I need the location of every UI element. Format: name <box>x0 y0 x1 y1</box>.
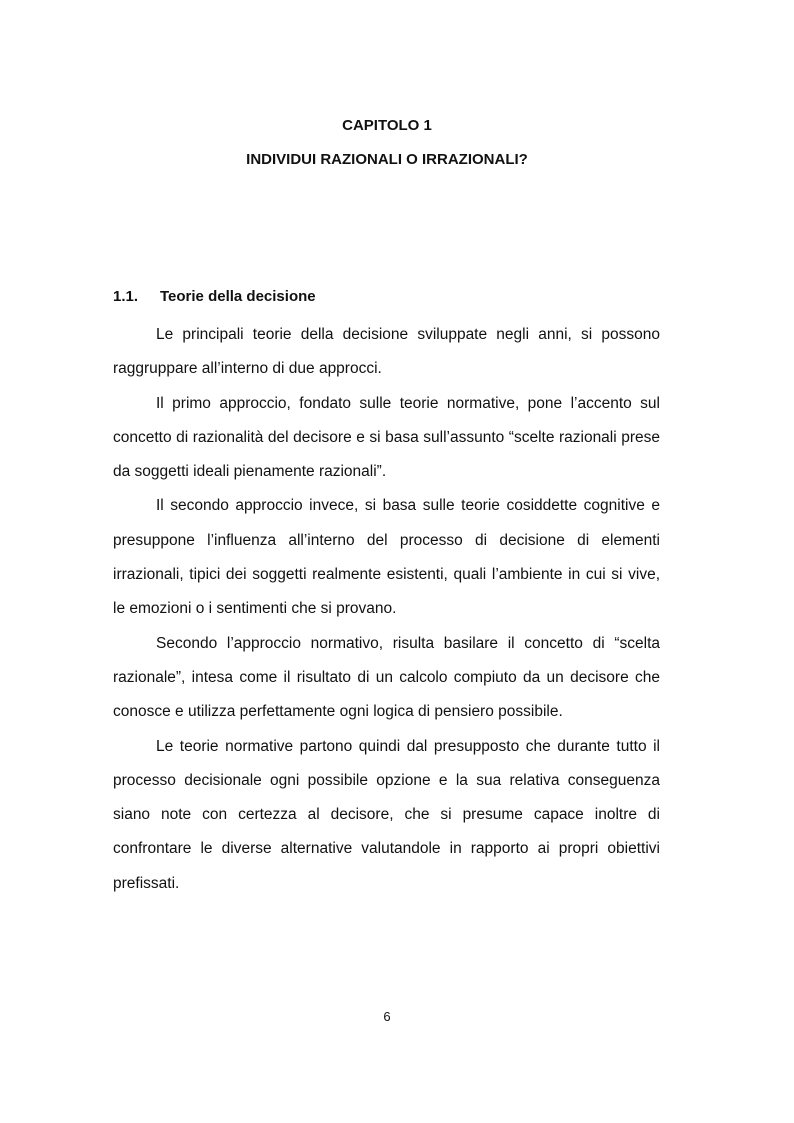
section-title: Teorie della decisione <box>160 288 316 305</box>
chapter-title: INDIVIDUI RAZIONALI O IRRAZIONALI? <box>246 151 528 168</box>
paragraph: Le principali teorie della decisione sviluppate negli anni, si possono raggruppare all’interno di due approcci. <box>113 326 660 378</box>
paragraph: Il secondo approccio invece, si basa sulle teorie cosiddette cognitive e presuppone l’influenza all’interno del processo di decisione di elementi irrazionali, tipici dei soggetti realmente esistenti, quali l’ambiente in cui si vive, le emozioni o i sentimenti che si provano. <box>113 497 660 618</box>
chapter-label: CAPITOLO 1 <box>342 117 432 134</box>
section-heading <box>113 286 316 308</box>
paragraph: Il primo approccio, fondato sulle teorie normative, pone l’accento sul concetto di razionalità del decisore e si basa sull’assunto “scelte razionali prese da soggetti ideali pienamente razionali”. <box>113 394 660 481</box>
paragraph: Secondo l’approccio normativo, risulta basilare il concetto di “scelta razionale”, intesa come il risultato di un calcolo compiuto da un decisore che conosce e utilizza perfettamente ogni logica di pensiero possibile. <box>113 634 660 721</box>
body-text <box>113 318 660 901</box>
paragraph: Le teorie normative partono quindi dal presupposto che durante tutto il processo decisionale ogni possibile opzione e la sua relativa conseguenza siano note con certezza al decisore, che si presume capace inoltre di confrontare le diverse alternative valutandole in rapporto ai propri obiettivi prefissati. <box>113 737 660 892</box>
page-number: 6 <box>383 1009 391 1024</box>
section-number: 1.1. <box>113 288 139 305</box>
